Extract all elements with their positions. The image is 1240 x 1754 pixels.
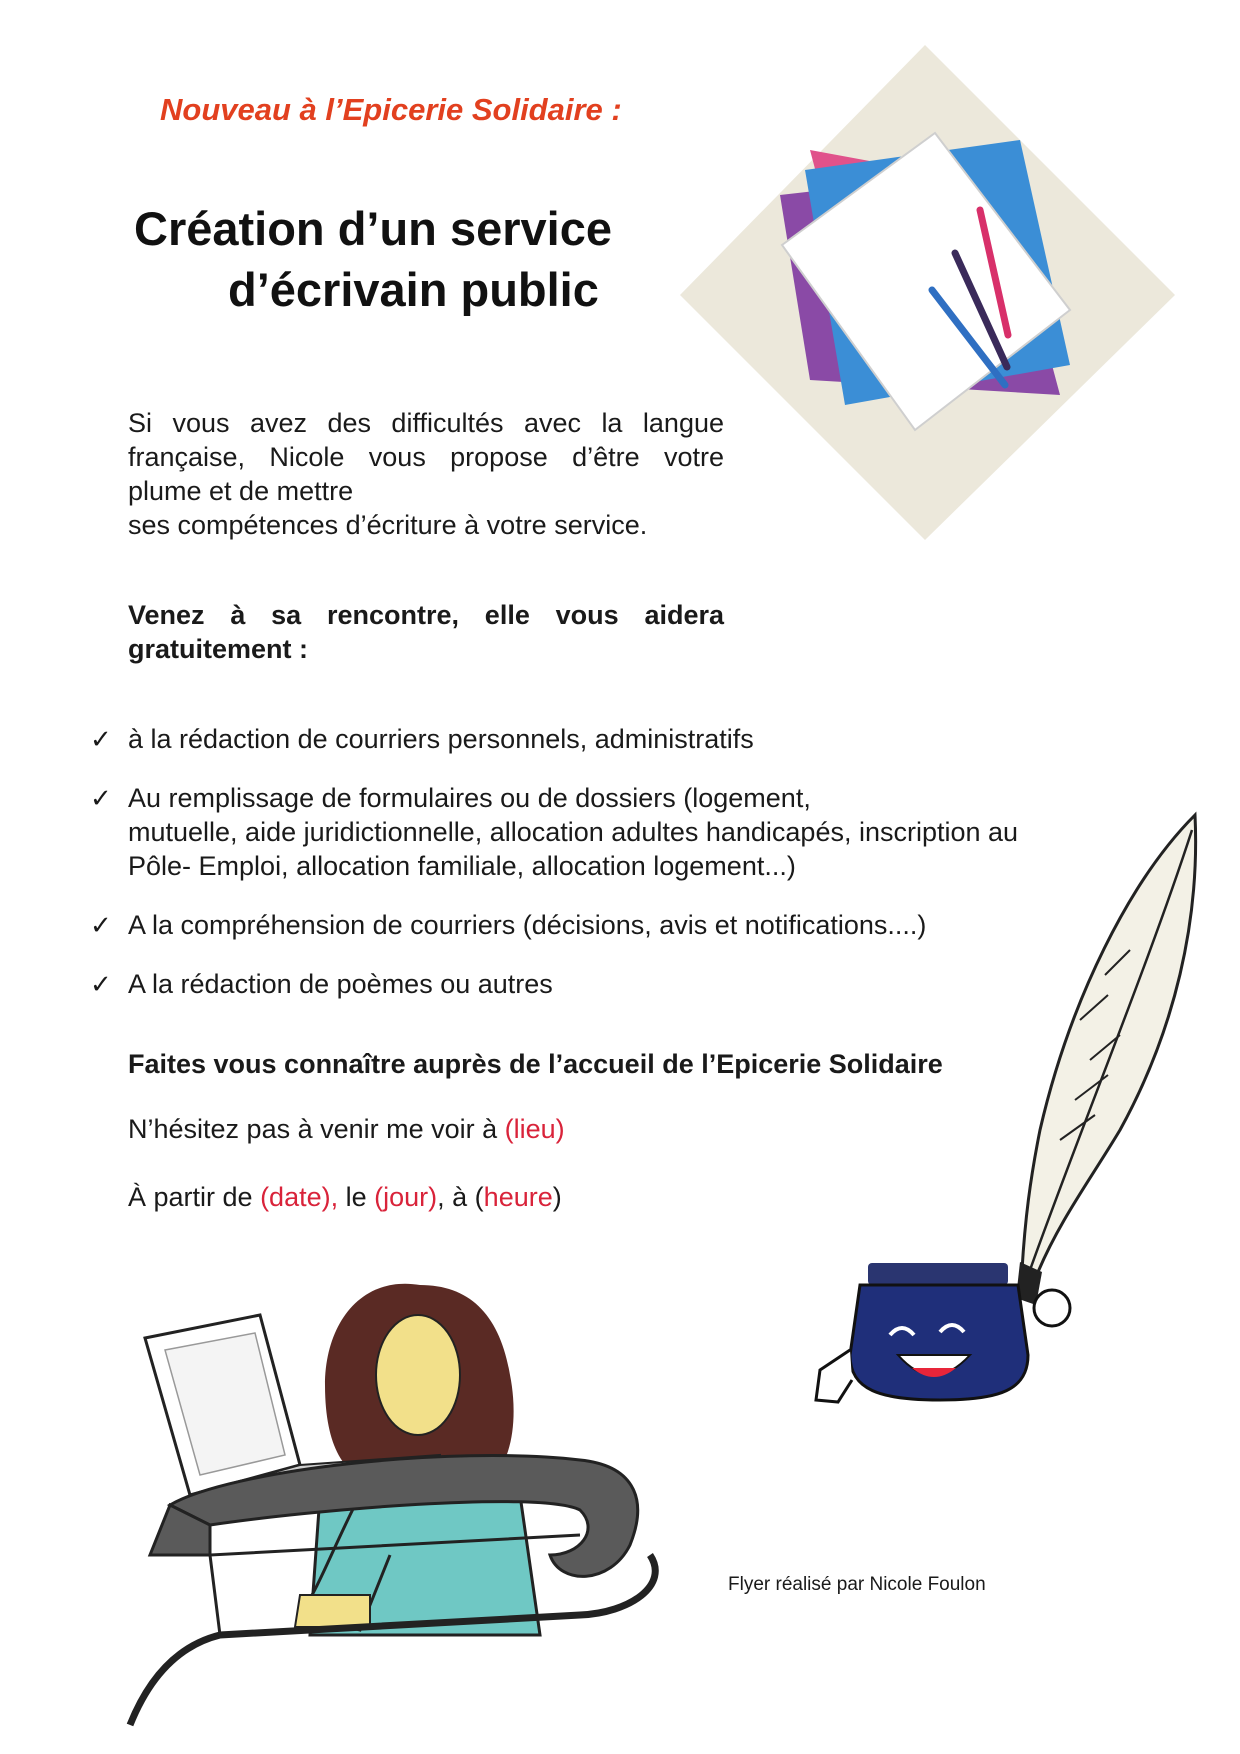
a-text: , à ( [437, 1182, 484, 1212]
list-item-text: Au remplissage de formulaires ou de dossiers (logement, [128, 783, 811, 813]
credit-text: Flyer réalisé par Nicole Foulon [728, 1574, 986, 1595]
intro-line: Si vous avez des difficultés avec la langue [128, 408, 724, 438]
check-icon: ✓ [90, 783, 112, 813]
check-icon: ✓ [90, 724, 112, 754]
intro-paragraph [128, 406, 724, 542]
hour-placeholder: heure [483, 1182, 553, 1212]
woman-laptop-image [110, 1255, 730, 1735]
list-item-text: A la rédaction de poèmes ou autres [128, 969, 553, 999]
date-placeholder: (date), [260, 1182, 339, 1212]
list-item [90, 722, 1100, 756]
intro-line: plume et de mettre [128, 476, 354, 506]
list-item-text: mutuelle, aide juridictionnelle, allocation adultes handicapés, inscription au [128, 817, 1019, 847]
paper-pencils-image [670, 35, 1180, 545]
contact-heading: Faites vous connaître auprès de l’accueil de l’Epicerie Solidaire [128, 1049, 943, 1079]
close-paren: ) [552, 1182, 562, 1212]
title-line-2: d’écrivain public [228, 263, 599, 316]
visit-prefix: N’hésitez pas à venir me voir à [128, 1114, 505, 1144]
from-prefix: À partir de [128, 1182, 261, 1212]
day-placeholder: (jour) [374, 1182, 438, 1212]
venez-heading [128, 598, 724, 666]
inkwell-quill-image [790, 800, 1220, 1410]
title-line-1: Création d’un service [134, 202, 612, 255]
list-item-text: A la compréhension de courriers (décisions, avis et notifications....) [128, 910, 927, 940]
check-icon: ✓ [90, 910, 112, 940]
subtitle: Nouveau à l’Epicerie Solidaire : [160, 92, 622, 127]
intro-line: ses compétences d’écriture à votre service. [128, 510, 648, 540]
intro-line: française, Nicole vous propose d’être votre [128, 442, 724, 472]
list-item-text: Pôle- Emploi, allocation familiale, allocation logement...) [128, 851, 796, 881]
schedule-line [128, 1182, 562, 1213]
venez-line: gratuitement : [128, 634, 309, 664]
place-placeholder: (lieu) [504, 1114, 565, 1144]
venez-line: Venez à sa rencontre, elle vous aidera [128, 600, 724, 630]
list-item-text: à la rédaction de courriers personnels, administratifs [128, 724, 754, 754]
visit-line [128, 1114, 565, 1145]
le-text: le [338, 1182, 375, 1212]
check-icon: ✓ [90, 969, 112, 999]
